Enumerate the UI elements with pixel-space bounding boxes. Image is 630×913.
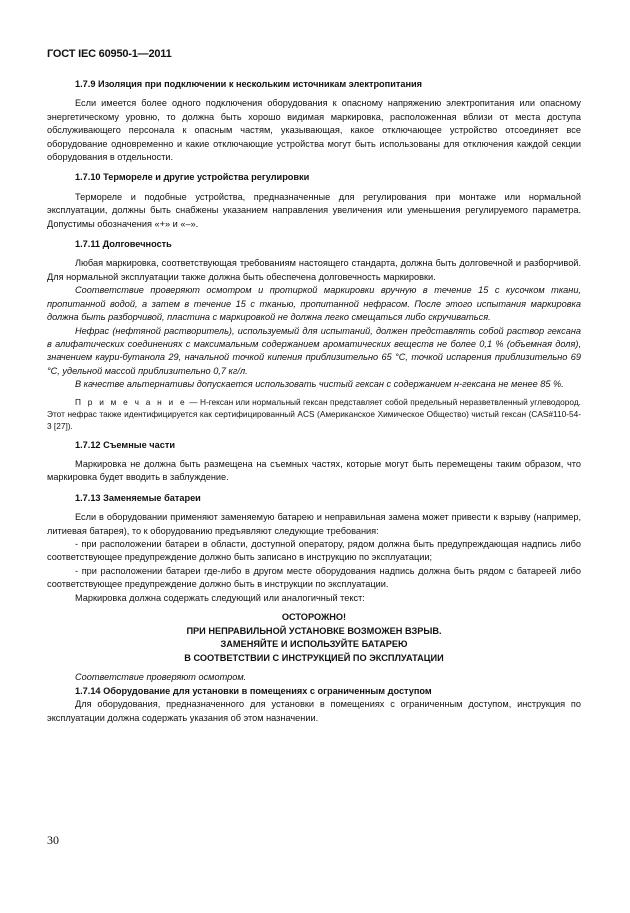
warning-line: ЗАМЕНЯЙТЕ И ИСПОЛЬЗУЙТЕ БАТАРЕЮ bbox=[220, 639, 408, 650]
section-heading-1-7-9: 1.7.9 Изоляция при подключении к нескольким источникам электропитания bbox=[75, 79, 423, 89]
section-heading-1-7-14: 1.7.14 Оборудование для установки в помещениях с ограниченным доступом bbox=[75, 685, 432, 696]
paragraph: Если имеется более одного подключения оборудования к опасному напряжению электропитания или опасному энергетическому уровню, то должна быть хорошо видимая маркировка, расположенная вблизи от места доступа обслуживающего персонала к опасным частям, указывающая, какое отключающее устройство отсоединяет все оборудование одновременно и какие отключающие устройства могут быть использованы для отключения каждой секции оборудования в отдельности. bbox=[47, 98, 581, 163]
note-text: — Н-гексан или нормальный гексан представляет собой предельный неразветвленный углеводород. Этот нефрас также идентифицируется как сертифицированный ACS (Американское Химическое Общество) чистый гексан (CAS#110-54-3 [27]). bbox=[47, 396, 581, 431]
list-item: - при расположении батареи в области, доступной оператору, рядом должна быть предупреждающая надпись либо соответствующее предупреждение должно быть записано в инструкцию по эксплуатации; bbox=[47, 538, 581, 563]
note bbox=[47, 396, 581, 432]
paragraph: Маркировка должна содержать следующий или аналогичный текст: bbox=[75, 592, 365, 603]
warning-line: ОСТОРОЖНО! bbox=[281, 612, 347, 622]
list-item: - при расположении батареи где-либо в другом месте оборудования надпись должна быть рядом с батареей либо соответствующее предупреждение должно быть в инструкции по эксплуатации. bbox=[47, 565, 581, 590]
paragraph: Если в оборудовании применяют заменяемую батарею и неправильная замена может привести к взрыву (например, литиевая батарея), то к оборудованию предъявляют следующие требования: bbox=[47, 512, 581, 536]
section-heading-1-7-10: 1.7.10 Термореле и другие устройства регулировки bbox=[75, 172, 310, 183]
paragraph: Любая маркировка, соответствующая требованиям настоящего стандарта, должна быть долговечной и разборчивой. Для нормальной эксплуатации также должна быть обеспечена долговечность маркировки. bbox=[47, 258, 581, 282]
paragraph: Нефрас (нефтяной растворитель), используемый для испытаний, должен представлять собой раствор гексана в алифатических соединениях с максимальным содержанием ароматических веществ не более 0,1 % (объемная доля), значением каури-бутанола 29, начальной точкой кипения приблизительно 65 °С, точкой испарения приблизительно 69 °С, удельной массой приблизительно 0,7 кг/л. bbox=[47, 325, 581, 376]
paragraph: В качестве альтернативы допускается использовать чистый гексан с содержанием н-гексана не менее 85 %. bbox=[75, 379, 564, 390]
paragraph: Маркировка не должна быть размещена на съемных частях, которые могут быть перемещены таким образом, что маркировка будет вводить в заблуждение. bbox=[47, 458, 581, 483]
compliance-paragraph: Соответствие проверяют осмотром и протиркой маркировки вручную в течение 15 с кусочком ткани, пропитанной водой, а затем в течение 15 с тканью, пропитанной нефрасом. После этого испытания маркировка должна быть разборчивой, пластина с маркировкой не должна легко смещаться либо скручиваться. bbox=[47, 285, 581, 323]
warning-line: ПРИ НЕПРАВИЛЬНОЙ УСТАНОВКЕ ВОЗМОЖЕН ВЗРЫВ. bbox=[186, 625, 442, 636]
page-number: 30 bbox=[47, 833, 59, 847]
section-heading-1-7-13: 1.7.13 Заменяемые батареи bbox=[75, 492, 201, 503]
paragraph: Для оборудования, предназначенного для установки в помещениях с ограниченным доступом, инструкция по эксплуатации должна содержать указания об этом назначении. bbox=[47, 699, 581, 723]
note-label: П р и м е ч а н и е bbox=[75, 396, 187, 407]
warning-line: В СООТВЕТСТВИИ С ИНСТРУКЦИЕЙ ПО ЭКСПЛУАТАЦИИ bbox=[184, 652, 444, 663]
compliance-paragraph: Соответствие проверяют осмотром. bbox=[75, 672, 247, 683]
paragraph: Термореле и подобные устройства, предназначенные для регулирования при монтаже или нормальной эксплуатации, должны быть снабжены указанием направления увеличения или уменьшения регулируемого параметра. Допустимы обозначения «+» и «–». bbox=[47, 191, 581, 229]
section-heading-1-7-11: 1.7.11 Долговечность bbox=[75, 239, 172, 250]
section-heading-1-7-12: 1.7.12 Съемные части bbox=[75, 439, 175, 450]
document-body bbox=[47, 78, 581, 725]
page-header: ГОСТ IEC 60950-1—2011 bbox=[47, 48, 172, 60]
